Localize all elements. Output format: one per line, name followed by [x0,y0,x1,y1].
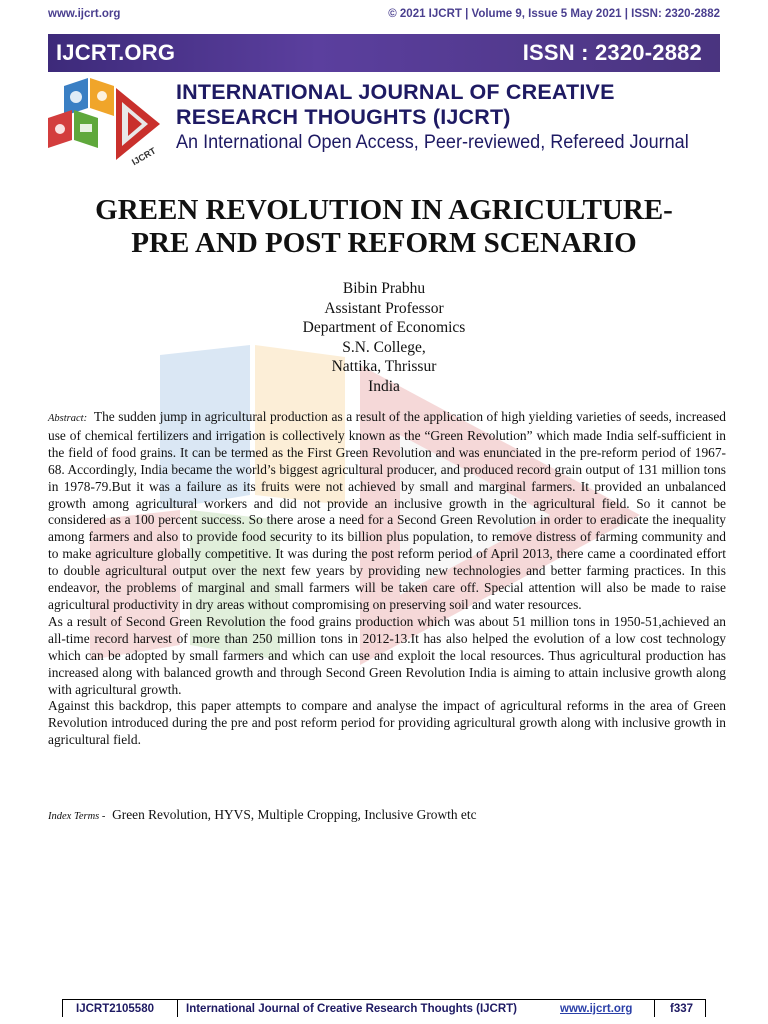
page-footer [62,999,706,1020]
issue-info: © 2021 IJCRT | Volume 9, Issue 5 May 2021 | ISSN: 2320-2882 [388,8,720,20]
ijcrt-logo-icon [42,78,164,170]
site-link[interactable]: www.ijcrt.org [48,8,121,20]
author-position: Assistant Professor [324,299,444,317]
paper-title-line2: PRE AND POST REFORM SCENARIO [131,227,637,259]
index-terms [48,807,726,823]
journal-title-line2: RESEARCH THOUGHTS (IJCRT) [176,105,511,129]
abstract-paragraph-1 [48,409,726,614]
author-name: Bibin Prabhu [342,280,426,297]
journal-subtitle: An International Open Access, Peer-reviewed, Refereed Journal [176,132,689,153]
abstract [48,409,726,749]
logo-label: IJCRT [130,145,158,168]
abstract-paragraph-3: Against this backdrop, this paper attempts to compare and analyse the impact of agricultural reforms in the area of Green Revolution introduced during the pre and post reform period for providing agricultural growth along with inclusive growth in agricultural field. [48,698,726,748]
abstract-text-1: The sudden jump in agricultural production as a result of the application of high yielding varieties of seeds, increased use of chemical fertilizers and irrigation is collectively known as the “Green Revolution” which made India self-sufficient in the field of food grains. It can be termed as the First Green Revolution and was enunciated in the pre-reform period of 1967- 68. Accordingly, India became the world’s biggest agricultural producer, and produced record grain output of 131 million tons in 1978-79.But it was a failure as its fruits were not achieved by small and marginal farmers. It provided an unbalanced growth among agricultural workers and did not provide an inclusive growth in the agricultural field. So it cannot be considered as a 100 percent success. So there arose a need for a Second Green Revolution in order to eradicate the inequality among farmers and also to provide food security to its billion plus population, to remove distress of farming community and to make agriculture globally competitive. It was during the post reform period of April 2013, there came a coordinated effort to double agricultural output over the next few years by providing new technologies and better farming practices. In this endeavor, the problems of marginal and small farmers will be taken care off. Special attention will also be made to raise agricultural productivity in dry areas without compromising on preserving soil and water resources. [48,409,726,612]
abstract-paragraph-2: As a result of Second Green Revolution the food grains production which was about 51 million tons in 1950-51,achieved an all-time record harvest of more than 250 million tons in 2012-13.It has also helped the evolution of a low cost technology which can be adopted by small farmers and which can use and exploit the local resources. Thus agricultural production has increased along with balanced growth and through Second Green Revolution India is aiming to attain inclusive growth along with agricultural growth. [48,613,726,697]
footer-journal-name: International Journal of Creative Research Thoughts (IJCRT) [186,1003,517,1015]
author-country: India [368,377,400,395]
journal-title-line1: INTERNATIONAL JOURNAL OF CREATIVE [176,80,615,104]
author-college: S.N. College, [342,338,426,356]
page-number: f337 [670,1003,694,1015]
journal-title [176,80,721,130]
paper-title [0,194,768,260]
banner-issn: ISSN : 2320-2882 [522,40,702,65]
author-department: Department of Economics [302,319,466,337]
author-location: Nattika, Thrissur [331,358,437,376]
footer-url-link[interactable]: www.ijcrt.org [560,1003,633,1015]
paper-title-line1: GREEN REVOLUTION IN AGRICULTURE- [95,194,673,226]
paper-id: IJCRT2105580 [76,1003,154,1015]
index-terms-list: Green Revolution, HYVS, Multiple Cropping, Inclusive Growth etc [112,807,477,822]
journal-banner [48,34,720,72]
abstract-label: Abstract: [48,413,88,424]
index-terms-label: Index Terms - [48,811,106,822]
banner-site: IJCRT.ORG [56,40,176,65]
running-header [48,8,720,20]
author-block [0,279,768,397]
